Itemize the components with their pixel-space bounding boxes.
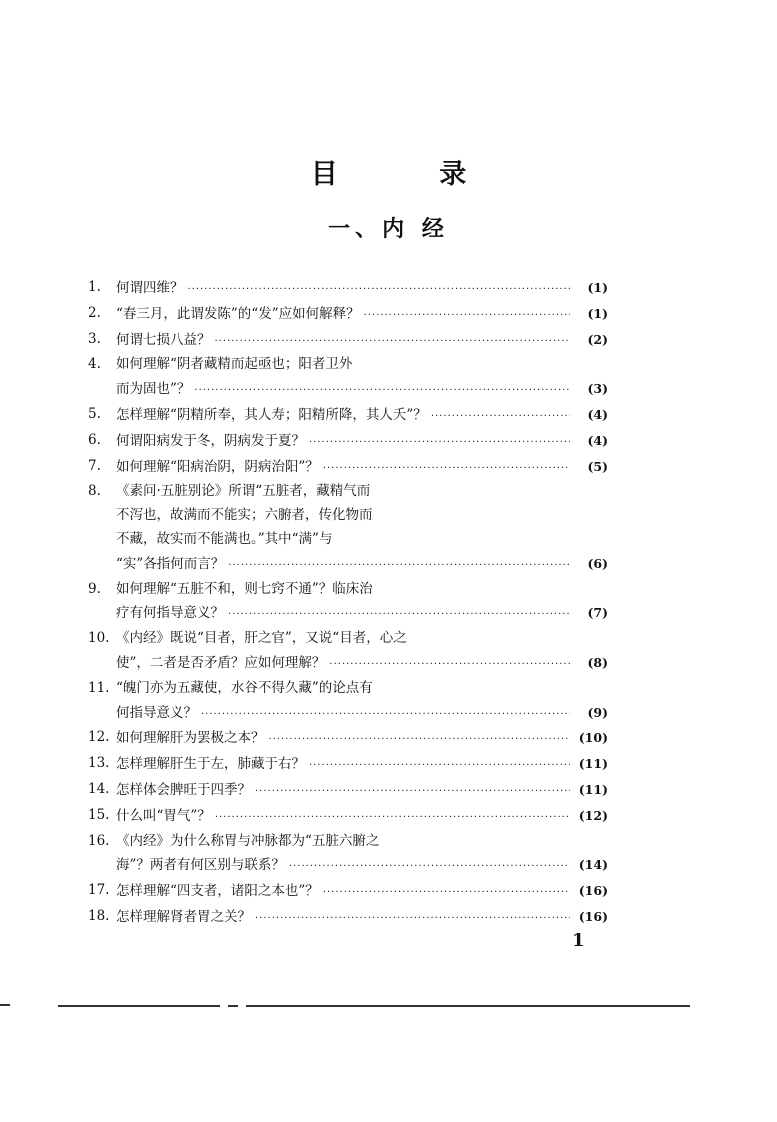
toc-entry-page: (8) — [587, 654, 608, 670]
toc-entry-page: (4) — [587, 406, 608, 422]
toc-entry — [88, 429, 608, 455]
toc-entry-text: 怎样理解肾者胃之关？ — [116, 908, 251, 925]
section-title: 一、内 经 — [328, 216, 449, 242]
toc-entry-number: 14. — [88, 780, 110, 797]
toc-entry-page: (7) — [587, 605, 608, 621]
page-title: 目 录 — [310, 159, 513, 190]
toc-entry-number: 13. — [88, 755, 110, 772]
toc-entry-text: 如何理解“阴者藏精而起亟也；阳者卫外 — [116, 356, 353, 373]
toc-entry-text: 怎样理解肝生于左，肺藏于右？ — [116, 756, 305, 773]
dot-leader — [255, 780, 570, 804]
table-of-contents — [88, 276, 608, 931]
toc-entry-text: 怎样理解“四支者，诸阳之本也”？ — [116, 883, 319, 900]
toc-entry-number: 18. — [88, 907, 110, 924]
toc-entry-page: (10) — [578, 730, 608, 746]
toc-entry-page: (14) — [578, 857, 608, 873]
toc-entry — [88, 627, 608, 677]
toc-entry-page: (11) — [578, 781, 608, 797]
dot-leader — [323, 457, 570, 481]
toc-entry — [88, 455, 608, 481]
toc-entry — [88, 677, 608, 727]
toc-entry-text: 而为固也”？ — [116, 381, 191, 398]
dot-leader — [228, 603, 570, 627]
toc-entry — [88, 328, 608, 354]
dot-leader — [255, 907, 570, 931]
toc-entry-page: (2) — [587, 331, 608, 347]
toc-entry-number: 7. — [88, 457, 101, 474]
toc-entry — [88, 403, 608, 429]
toc-entry-text: “春三月，此谓发陈”的“发”应如何解释？ — [116, 305, 360, 322]
dot-leader — [215, 806, 570, 830]
toc-entry-number: 16. — [88, 832, 110, 849]
dot-leader — [309, 431, 570, 455]
toc-entry-text: 如何理解“阳病治阴，阴病治阳”？ — [116, 458, 319, 475]
toc-entry-number: 5. — [88, 405, 101, 422]
toc-entry-number: 10. — [88, 630, 110, 647]
toc-entry-text: 不藏，故实而不能满也。”其中“满”与 — [116, 530, 333, 547]
toc-entry — [88, 879, 608, 905]
toc-entry-text: 怎样体会脾旺于四季？ — [116, 781, 251, 798]
toc-entry-text: 《内经》为什么称胃与冲脉都为“五脏六腑之 — [116, 832, 380, 849]
toc-entry-number: 8. — [88, 483, 101, 500]
toc-entry-text: 《素问·五脏别论》所谓“五脏者，藏精气而 — [116, 483, 371, 500]
dot-leader — [309, 754, 570, 778]
toc-entry-text: 《内经》既说“目者，肝之官”，又说“目者，心之 — [116, 630, 407, 647]
toc-entry-text: “实”各指何而言？ — [116, 555, 225, 572]
toc-entry-number: 2. — [88, 304, 101, 321]
toc-entry-text: 什么叫“胃气”？ — [116, 807, 211, 824]
toc-entry-page: (9) — [587, 704, 608, 720]
dot-leader — [188, 278, 571, 302]
toc-entry-page: (12) — [578, 807, 608, 823]
dot-leader — [269, 728, 571, 752]
toc-entry-number: 3. — [88, 330, 101, 347]
toc-entry-text: 怎样理解“阴精所奉，其人寿；阳精所降，其人夭”？ — [116, 406, 427, 423]
toc-entry-text: 如何理解“五脏不和，则七窍不通”？临床治 — [116, 580, 373, 597]
toc-entry — [88, 804, 608, 830]
toc-entry — [88, 905, 608, 931]
dot-leader — [289, 855, 570, 879]
bottom-rule-left — [58, 1005, 220, 1007]
toc-entry-number: 4. — [88, 356, 101, 373]
toc-entry-number: 9. — [88, 580, 101, 597]
toc-entry-page: (1) — [587, 280, 608, 295]
toc-entry — [88, 578, 608, 628]
dot-leader — [329, 653, 570, 677]
toc-entry-page: (11) — [578, 756, 608, 772]
toc-entry-text: 使”，二者是否矛盾？应如何理解？ — [116, 654, 326, 671]
toc-entry-text: 何谓阳病发于冬，阴病发于夏？ — [116, 432, 305, 449]
toc-entry-page: (16) — [578, 908, 608, 924]
dot-leader — [201, 703, 570, 727]
toc-entry-number: 15. — [88, 806, 110, 823]
dot-leader — [194, 379, 570, 403]
toc-entry-text: 海”？两者有何区别与联系？ — [116, 857, 285, 874]
toc-entry-page: (6) — [587, 555, 608, 571]
dot-leader — [215, 330, 571, 354]
toc-entry — [88, 353, 608, 403]
dot-leader — [364, 304, 570, 328]
toc-entry — [88, 752, 608, 778]
toc-entry-page: (5) — [587, 458, 608, 474]
toc-entry-page: (16) — [578, 883, 608, 899]
bottom-rule-dash — [228, 1005, 238, 1007]
toc-entry-text: 何指导意义？ — [116, 704, 197, 721]
toc-entry — [88, 276, 608, 302]
toc-entry — [88, 830, 608, 880]
toc-entry-number: 6. — [88, 431, 101, 448]
toc-entry — [88, 480, 608, 577]
dot-leader — [228, 554, 570, 578]
toc-entry — [88, 726, 608, 752]
page-number: 1 — [572, 930, 585, 951]
toc-entry-text: “魄门亦为五藏使，水谷不得久藏”的论点有 — [116, 679, 373, 696]
toc-entry-number: 1. — [88, 279, 101, 295]
dot-leader — [431, 405, 570, 429]
toc-entry — [88, 302, 608, 328]
toc-entry-number: 17. — [88, 882, 110, 899]
toc-entry-text: 如何理解肝为罢极之本？ — [116, 730, 265, 747]
toc-entry-page: (1) — [587, 305, 608, 321]
bottom-rule-edge — [0, 1004, 10, 1006]
toc-entry-page: (3) — [587, 381, 608, 397]
toc-entry-number: 12. — [88, 729, 110, 746]
bottom-rule-right — [246, 1005, 690, 1007]
toc-entry-text: 不泻也，故满而不能实；六腑者，传化物而 — [116, 507, 373, 524]
toc-entry-page: (4) — [587, 432, 608, 448]
toc-entry-number: 11. — [88, 679, 110, 696]
toc-entry-text: 何谓七损八益？ — [116, 331, 211, 348]
toc-entry — [88, 778, 608, 804]
toc-entry-text: 疗有何指导意义？ — [116, 605, 224, 622]
toc-entry-text: 何谓四维？ — [116, 280, 184, 296]
dot-leader — [323, 881, 570, 905]
